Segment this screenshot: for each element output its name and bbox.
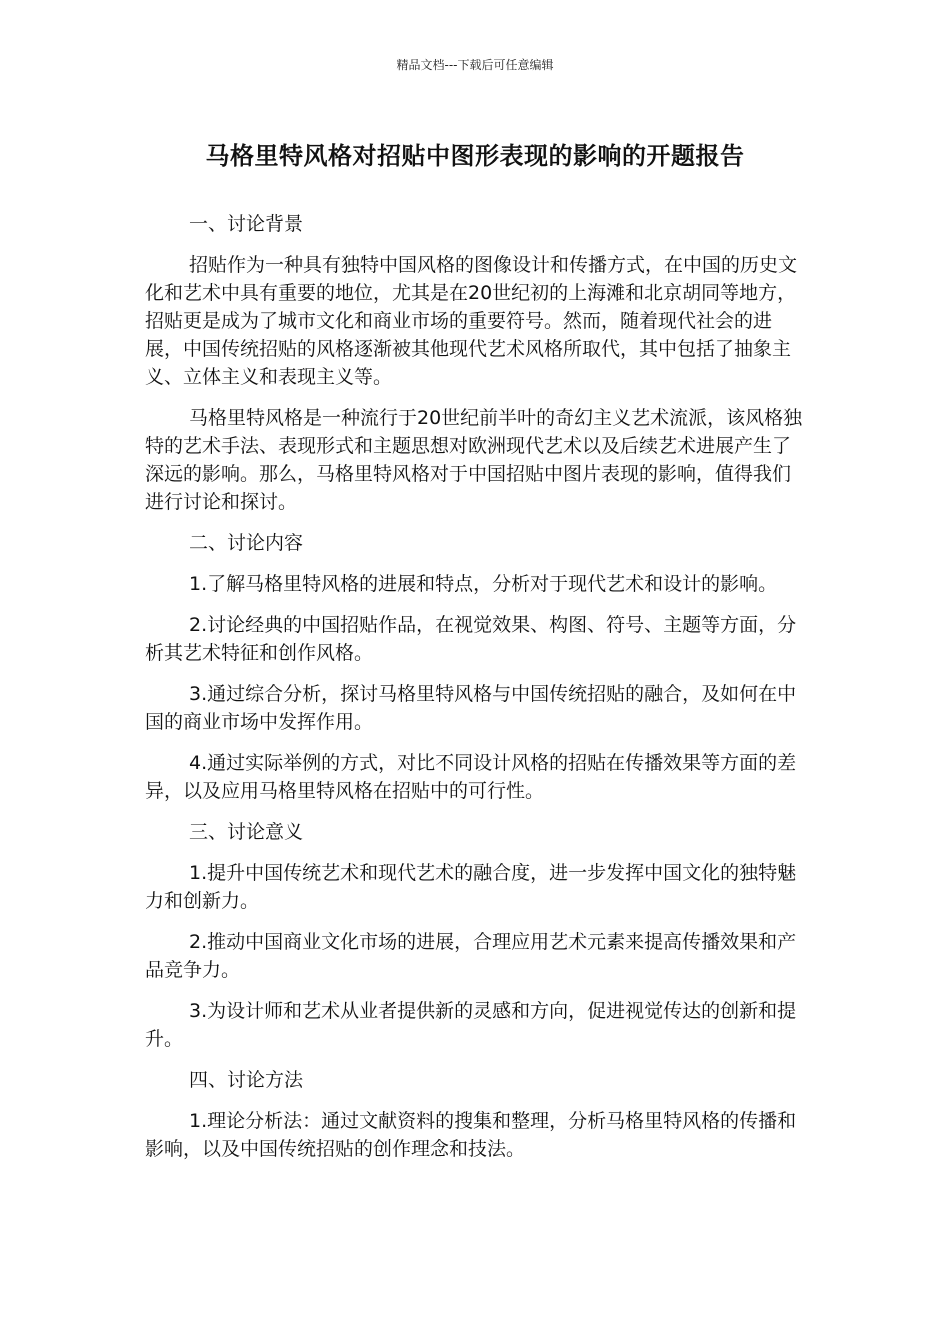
list-item: 4.通过实际举例的方式，对比不同设计风格的招贴在传播效果等方面的差异，以及应用马格里特风格在招贴中的可行性。: [145, 752, 797, 802]
list-item: 3.为设计师和艺术从业者提供新的灵感和方向，促进视觉传达的创新和提升。: [145, 1000, 797, 1050]
document-body: [145, 210, 805, 1176]
list-item: 2.讨论经典的中国招贴作品，在视觉效果、构图、符号、主题等方面，分析其艺术特征和创作风格。: [145, 614, 797, 664]
section-heading-methods: 四、讨论方法: [189, 1069, 304, 1091]
list-item: 1.提升中国传统艺术和现代艺术的融合度，进一步发挥中国文化的独特魅力和创新力。: [145, 862, 797, 912]
list-item: 1.了解马格里特风格的进展和特点，分析对于现代艺术和设计的影响。: [189, 573, 778, 595]
document-title: 马格里特风格对招贴中图形表现的影响的开题报告: [205, 142, 745, 170]
section-heading-significance: 三、讨论意义: [189, 821, 304, 843]
list-item: 2.推动中国商业文化市场的进展，合理应用艺术元素来提高传播效果和产品竞争力。: [145, 931, 797, 981]
section-heading-content: 二、讨论内容: [189, 532, 304, 554]
paragraph: 招贴作为一种具有独特中国风格的图像设计和传播方式，在中国的历史文化和艺术中具有重要的地位，尤其是在20世纪初的上海滩和北京胡同等地方，招贴更是成为了城市文化和商业市场的重要符号。然而，随着现代社会的进展，中国传统招贴的风格逐渐被其他现代艺术风格所取代，其中包括了抽象主义、立体主义和表现主义等。: [145, 254, 798, 388]
section-heading-background: 一、讨论背景: [189, 213, 304, 235]
page-header: 精品文档---下载后可任意编辑: [396, 58, 554, 72]
list-item: 3.通过综合分析，探讨马格里特风格与中国传统招贴的融合，及如何在中国的商业市场中发挥作用。: [145, 683, 797, 733]
paragraph: 马格里特风格是一种流行于20世纪前半叶的奇幻主义艺术流派，该风格独特的艺术手法、表现形式和主题思想对欧洲现代艺术以及后续艺术进展产生了深远的影响。那么，马格里特风格对于中国招贴中图片表现的影响，值得我们进行讨论和探讨。: [145, 407, 803, 513]
list-item: 1.理论分析法：通过文献资料的搜集和整理，分析马格里特风格的传播和影响，以及中国传统招贴的创作理念和技法。: [145, 1110, 797, 1160]
